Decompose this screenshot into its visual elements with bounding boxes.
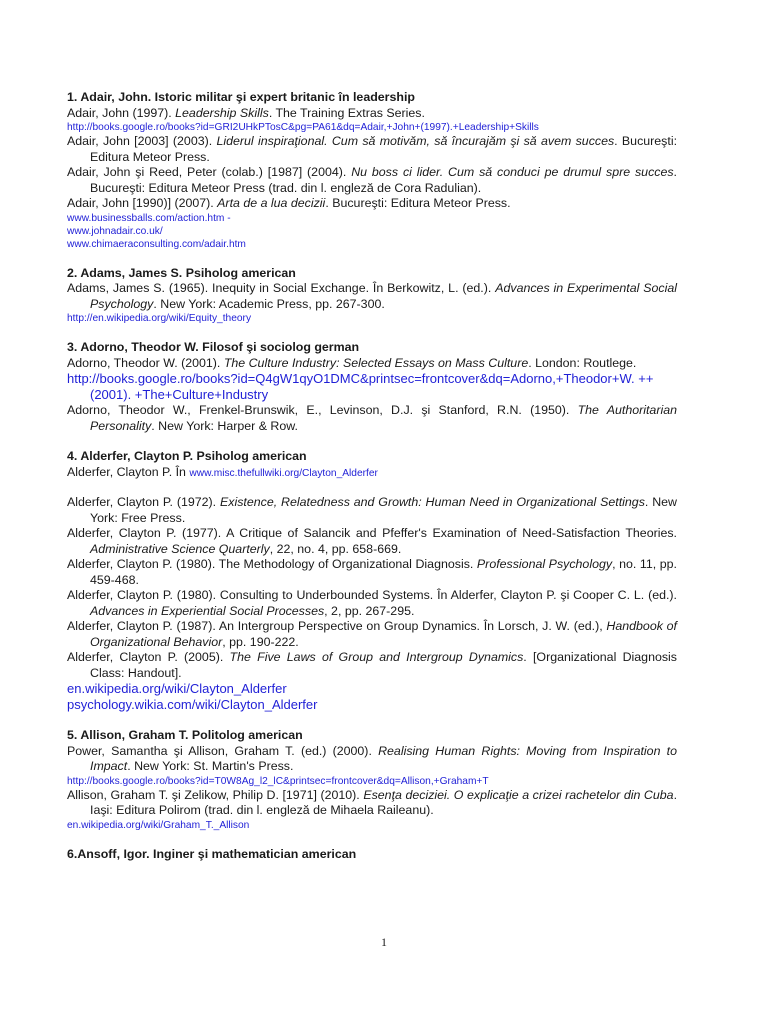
reference-link[interactable]: www.businessballs.com/action.htm - (67, 212, 231, 224)
reference-entry: Alderfer, Clayton P. (1972). Existence, Relatedness and Growth: Human Need in Organizational Settings. New York: Free Press. (67, 495, 678, 525)
section-ansoff (67, 847, 677, 863)
reference-link[interactable]: en.wikipedia.org/wiki/Graham_T._Allison (67, 819, 250, 831)
reference-link[interactable]: http://books.google.ro/books?id=T0W8Ag_l2_lC&printsec=frontcover&dq=Allison,+Graham+T (67, 775, 489, 787)
reference-entry: Adair, John (1997). Leadership Skills. The Training Extras Series. (67, 105, 425, 120)
reference-entry: Adair, John [1990)] (2007). Arta de a lua decizii. Bucureşti: Editura Meteor Press. (67, 196, 511, 210)
section-heading: 4. Alderfer, Clayton P. Psiholog american (67, 449, 307, 463)
section-adorno (67, 340, 677, 434)
reference-entry: Alderfer, Clayton P. (1980). The Methodology of Organizational Diagnosis. Professional Psychology, no. 11, pp. 459-468. (67, 557, 678, 587)
reference-entry: Alderfer, Clayton P. În www.misc.thefullwiki.org/Clayton_Alderfer (67, 464, 378, 479)
page-number: 1 (381, 935, 387, 949)
reference-entry: Adams, James S. (1965). Inequity in Social Exchange. În Berkowitz, L. (ed.). Advances in Experimental Social Psychology. New York: Academic Press, pp. 267-300. (67, 281, 678, 311)
section-alderfer (67, 449, 677, 713)
section-adair (67, 90, 677, 251)
reference-link[interactable]: http://en.wikipedia.org/wiki/Equity_theory (67, 313, 252, 324)
section-heading: 6.Ansoff, Igor. Inginer şi mathematician american (67, 846, 357, 861)
reference-entry: Alderfer, Clayton P. (1977). A Critique of Salancik and Pfeffer's Examination of Need-Satisfaction Theories. Administrative Science Quarterly, 22, no. 4, pp. 658-669. (67, 526, 677, 556)
reference-link[interactable]: psychology.wikia.com/wiki/Clayton_Alderfer (67, 697, 318, 712)
reference-entry: Alderfer, Clayton P. (1987). An Intergroup Perspective on Group Dynamics. În Lorsch, J. W. (ed.), Handbook of Organizational Behavior, pp. 190-222. (67, 619, 677, 649)
reference-entry: Adorno, Theodor W., Frenkel-Brunswik, E., Levinson, D.J. şi Stanford, R.N. (1950). The Authoritarian Personality. New York: Harper & Row. (67, 403, 677, 433)
section-heading: 5. Allison, Graham T. Politolog american (67, 728, 303, 742)
section-heading: 2. Adams, James S. Psiholog american (67, 265, 296, 280)
reference-link[interactable]: www.johnadair.co.uk/ (67, 225, 163, 237)
section-adams (67, 266, 677, 326)
reference-link[interactable]: www.misc.thefullwiki.org/Clayton_Alderfer (189, 467, 378, 479)
reference-entry: Adair, John [2003] (2003). Liderul inspiraţional. Cum să motivăm, să încurajăm şi să avem succes. Bucureşti: Editura Meteor Press. (67, 134, 678, 164)
reference-entry: Adorno, Theodor W. (2001). The Culture Industry: Selected Essays on Mass Culture. London: Routlege. (67, 355, 637, 370)
document-page (67, 90, 677, 877)
section-heading: 1. Adair, John. Istoric militar şi expert britanic în leadership (67, 90, 415, 104)
reference-entry: Alderfer, Clayton P. (1980). Consulting to Underbounded Systems. În Alderfer, Clayton P. şi Cooper C. L. (ed.). Advances in Experiential Social Processes, 2, pp. 267-295. (67, 588, 677, 618)
reference-link[interactable]: www.chimaeraconsulting.com/adair.htm (67, 238, 246, 250)
reference-entry: Power, Samantha şi Allison, Graham T. (ed.) (2000). Realising Human Rights: Moving from Inspiration to Impact. New York: St. Martin's Press. (67, 743, 677, 773)
reference-entry: Allison, Graham T. şi Zelikow, Philip D. [1971] (2010). Esenţa deciziei. O explicaţie a crizei rachetelor din Cuba. Iaşi: Editura Polirom (trad. din l. engleză de Mihaela Raileanu). (67, 787, 678, 817)
reference-link[interactable]: en.wikipedia.org/wiki/Clayton_Alderfer (67, 681, 287, 696)
reference-entry: Adair, John şi Reed, Peter (colab.) [1987] (2004). Nu boss ci lider. Cum să conduci pe drumul spre succes. Bucureşti: Editura Meteor Press (trad. din l. engleză de Cora Radulian). (67, 165, 677, 195)
reference-link[interactable]: http://books.google.ro/books?id=Q4gW1qyO1DMC&printsec=frontcover&dq=Adorno,+Theodor+W. ++(2001). +The+Culture+Industry (67, 371, 654, 402)
reference-entry: Alderfer, Clayton P. (2005). The Five Laws of Group and Intergroup Dynamics. [Organizational Diagnosis Class: Handout]. (67, 650, 677, 680)
reference-link[interactable]: http://books.google.ro/books?id=GRI2UHkPTosC&pg=PA61&dq=Adair,+John+(1997).+Leadership+Skills (67, 122, 539, 133)
section-heading: 3. Adorno, Theodor W. Filosof şi sociolog german (67, 340, 360, 354)
section-allison (67, 728, 677, 832)
